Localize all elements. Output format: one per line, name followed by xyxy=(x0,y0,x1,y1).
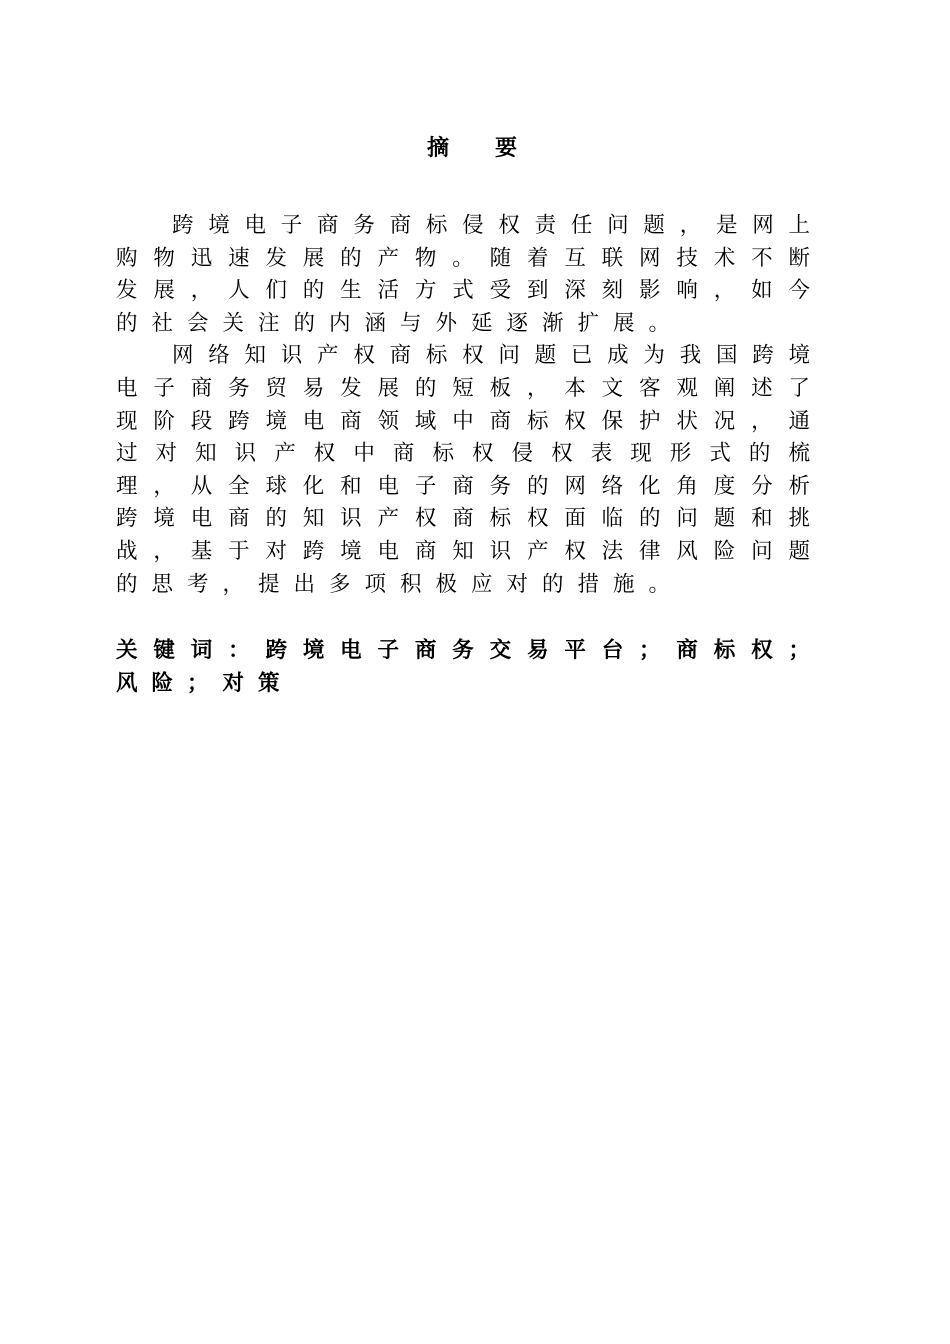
abstract-paragraph-2: 网络知识产权商标权问题已成为我国跨境电子商务贸易发展的短板，本文客观阐述了现阶段跨境电商领域中商标权保护状况，通过对知识产权中商标权侵权表现形式的梳理，从全球化和电子商务的网络化角度分析跨境电商的知识产权商标权面临的问题和挑战，基于对跨境电商知识产权法律风险问题的思考，提出多项积极应对的措施。 xyxy=(116,343,824,597)
keywords-text: 跨境电子商务交易平台；商标权；风险；对策 xyxy=(116,638,824,696)
abstract-paragraph-1: 跨境电子商务商标侵权责任问题，是网上购物迅速发展的产物。随着互联网技术不断发展，人们的生活方式受到深刻影响，如今的社会关注的内涵与外延逐渐扩展。 xyxy=(116,213,824,336)
abstract-title: 摘要 xyxy=(426,136,563,161)
keywords-line xyxy=(116,634,824,700)
abstract-body xyxy=(116,210,824,601)
keywords-label: 关键词： xyxy=(116,638,266,663)
